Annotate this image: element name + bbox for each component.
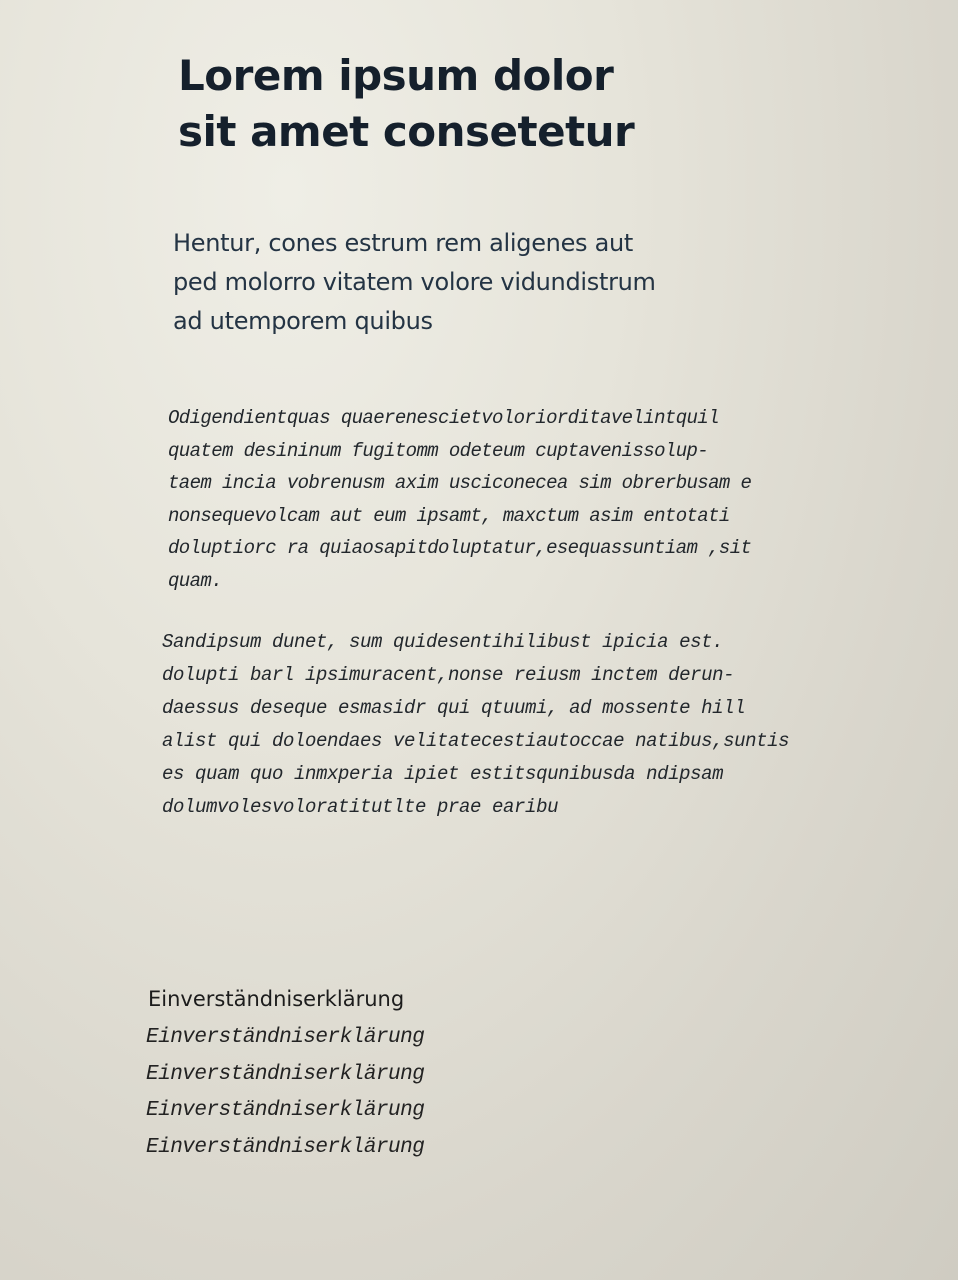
document-title xyxy=(178,48,798,160)
paragraph-line: dolupti barl ipsimuracent,nonse reiusm inctem derun- xyxy=(162,664,735,686)
paragraph-line: alist qui doloendaes velitatecestiautoccae natibus,suntis xyxy=(162,730,790,752)
document-subtitle xyxy=(173,224,813,341)
paragraph-line: Odigendientquas quaerenescietvoloriorditavelintquil xyxy=(168,407,719,429)
paragraph-line: taem incia vobrenusm axim usciconecea sim obrerbusam e xyxy=(168,472,752,494)
consent-heading: Einverständniserklärung xyxy=(148,987,405,1011)
subtitle-line: ad utemporem quibus xyxy=(173,307,433,335)
body-paragraph-2 xyxy=(162,626,882,824)
consent-line: Einverständniserklärung xyxy=(146,1099,425,1122)
title-line: sit amet consetetur xyxy=(178,107,635,156)
paragraph-line: quatem desininum fugitomm odeteum cuptavenissolup- xyxy=(168,439,709,462)
paragraph-line: daessus deseque esmasidr qui qtuumi, ad mossente hill xyxy=(162,697,746,719)
subtitle-line: ped molorro vitatem volore vidundistrum xyxy=(173,268,656,296)
consent-lines xyxy=(146,1020,424,1166)
paragraph-line: Sandipsum dunet, sum quidesentihilibust ipicia est. xyxy=(162,631,724,653)
paragraph-line: es quam quo inmxperia ipiet estitsqunibusda ndipsam xyxy=(162,763,724,785)
paragraph-line: dolumvolesvoloratitutlte prae earibu xyxy=(162,796,559,818)
consent-line: Einverständniserklärung xyxy=(146,1135,425,1159)
paragraph-line: nonsequevolcam aut eum ipsamt, maxctum asim entotati xyxy=(168,504,730,527)
title-line: Lorem ipsum dolor xyxy=(178,51,614,100)
subtitle-line: Hentur, cones estrum rem aligenes aut xyxy=(173,229,634,257)
consent-line: Einverständniserklärung xyxy=(146,1062,425,1086)
paragraph-line: doluptiorc ra quiaosapitdoluptatur,esequassuntiam ,sit xyxy=(168,537,752,559)
paragraph-line: quam. xyxy=(168,569,223,592)
consent-line: Einverständniserklärung xyxy=(146,1026,425,1049)
body-paragraph-1 xyxy=(168,402,888,597)
